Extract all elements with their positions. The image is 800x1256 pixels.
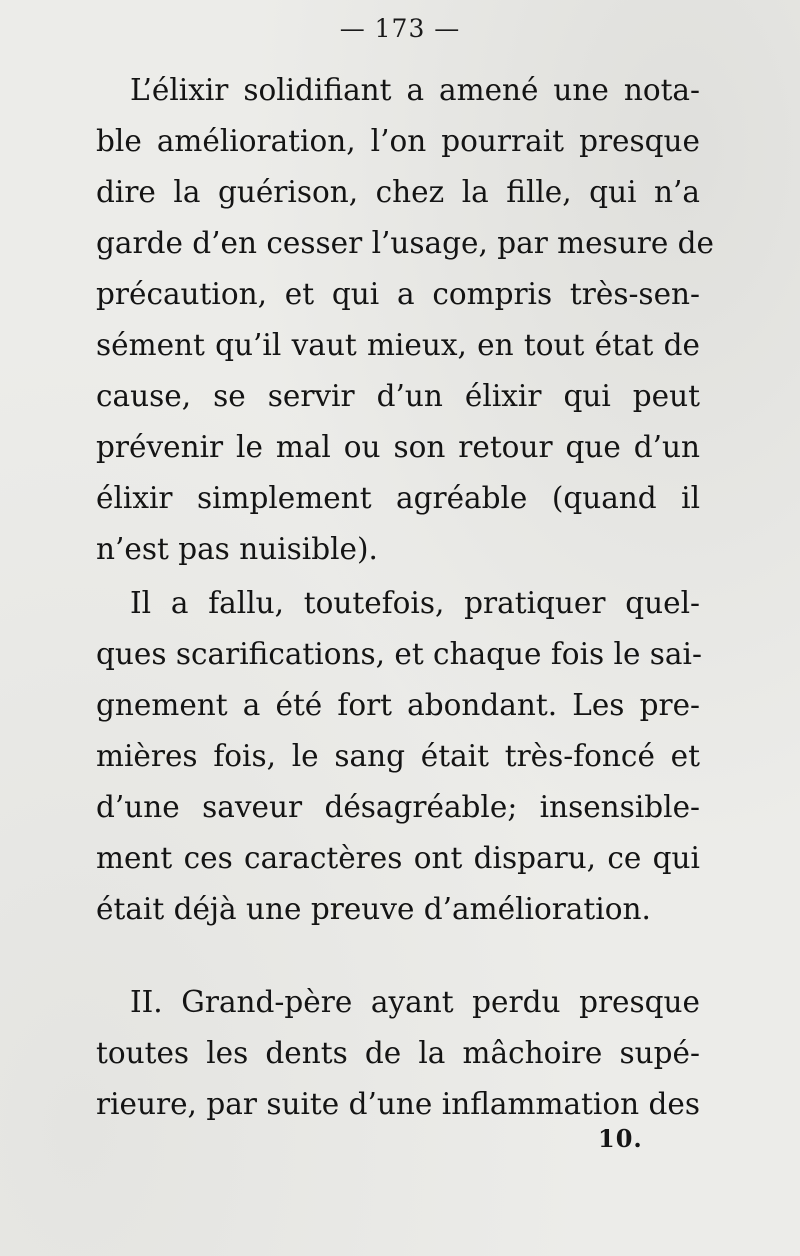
text-line: mières fois, le sang était très-foncé et bbox=[96, 739, 700, 773]
text-line: sément qu’il vaut mieux, en tout état de bbox=[96, 328, 700, 362]
text-line: Il a fallu, toutefois, pratiquer quel- bbox=[130, 586, 700, 620]
text-line: précaution, et qui a compris très-sen- bbox=[96, 277, 700, 311]
text-line: L’élixir solidifiant a amené une nota- bbox=[130, 73, 700, 107]
text-line: rieure, par suite d’une inflammation des bbox=[96, 1087, 700, 1121]
text-line: d’une saveur désagréable; insensible- bbox=[96, 790, 700, 824]
text-line: ques scarifications, et chaque fois le sai- bbox=[96, 637, 702, 671]
text-line: toutes les dents de la mâchoire supé- bbox=[96, 1036, 700, 1070]
signature-mark: 10. bbox=[598, 1124, 643, 1153]
text-line: ment ces caractères ont disparu, ce qui bbox=[96, 841, 700, 875]
text-line: gnement a été fort abondant. Les pre- bbox=[96, 688, 700, 722]
page-number: — 173 — bbox=[339, 14, 461, 43]
text-line: cause, se servir d’un élixir qui peut bbox=[96, 379, 700, 413]
text-line: ble amélioration, l’on pourrait presque bbox=[96, 124, 700, 158]
text-line: élixir simplement agréable (quand il bbox=[96, 481, 700, 515]
text-line: n’est pas nuisible). bbox=[96, 532, 378, 566]
text-line: prévenir le mal ou son retour que d’un bbox=[96, 430, 700, 464]
text-line: était déjà une preuve d’amélioration. bbox=[96, 892, 651, 926]
text-line: garde d’en cesser l’usage, par mesure de bbox=[96, 226, 715, 260]
text-line: dire la guérison, chez la fille, qui n’a bbox=[96, 175, 700, 209]
text-line: II. Grand-père ayant perdu presque bbox=[130, 985, 700, 1019]
